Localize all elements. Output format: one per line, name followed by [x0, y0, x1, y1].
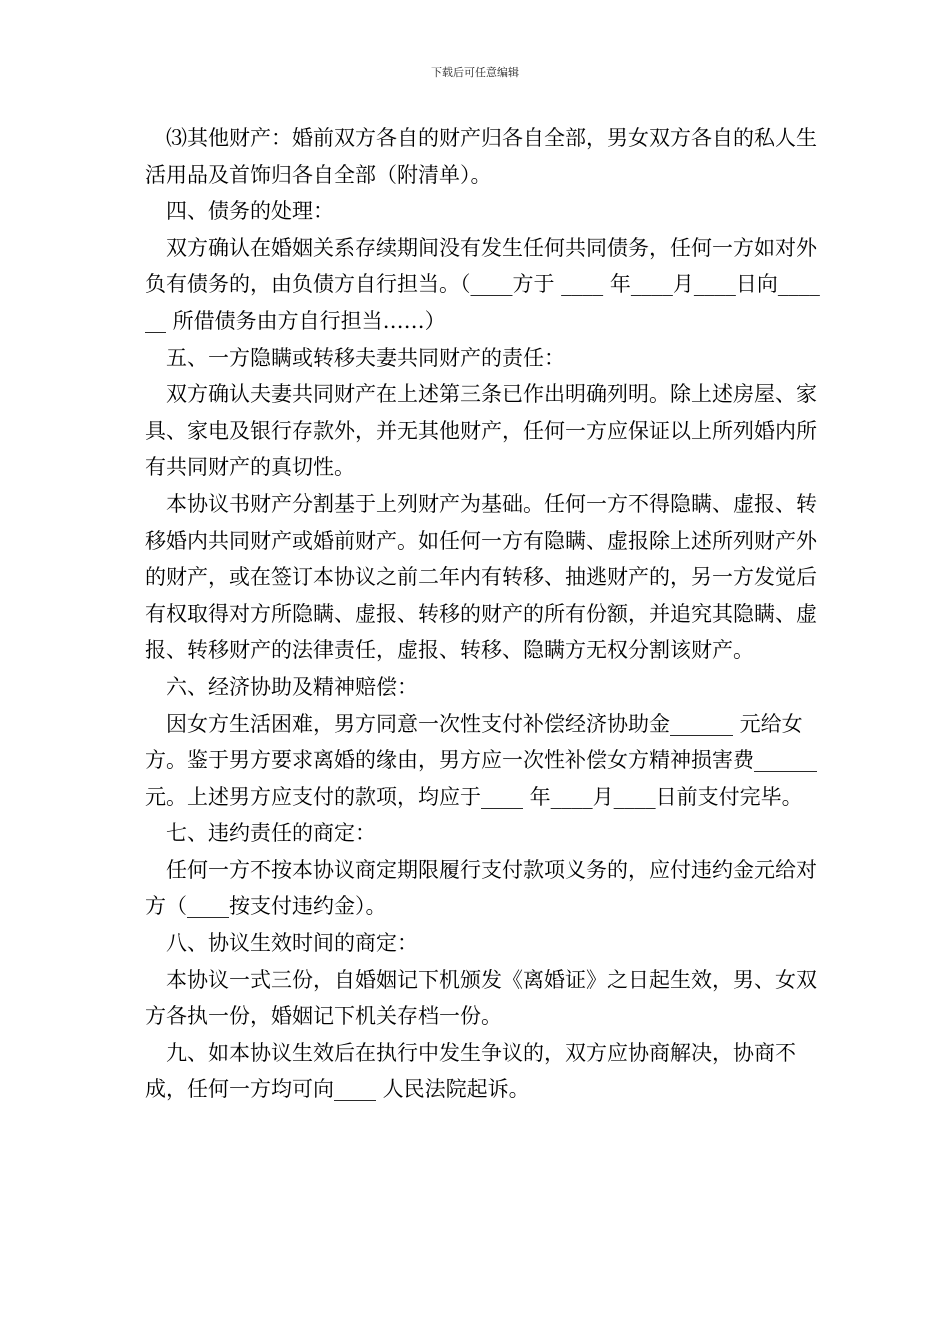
paragraph-concealment-2: 本协议书财产分割基于上列财产为基础。任何一方不得隐瞒、虚报、转移婚内共同财产或婚前财产。如任何一方有隐瞒、虚报除上述所列财产外的财产，或在签订本协议之前二年内有转移、抽逃财产的，另一方发觉后有权取得对方所隐瞒、虚报、转移的财产的所有份额，并追究其隐瞒、虚报、转移财产的法律责任，虚报、转移、隐瞒方无权分割该财产。 — [145, 491, 817, 663]
paragraph-debts: 双方确认在婚姻关系存续期间没有发生任何共同债务，任何一方如对外负有债务的，由负债方自行担当。（____方于 ____ 年____月____日向______ 所借债务由方自行担当……） — [145, 235, 820, 333]
page-header-note: 下载后可任意编辑 — [431, 66, 519, 79]
paragraph-compensation: 因女方生活困难，男方同意一次性支付补偿经济协助金______ 元给女方。鉴于男方要求离婚的缘由，男方应一次性补偿女方精神损害费______ 元。上述男方应支付的款项，均应于____ 年____月____日前支付完毕。 — [145, 711, 817, 809]
section-heading-debts: 四、债务的处理： — [166, 199, 334, 224]
paragraph-effective-time: 本协议一式三份，自婚姻记下机颁发《离婚证》之日起生效，男、女双方各执一份，婚姻记下机关存档一份。 — [145, 967, 817, 1029]
section-heading-compensation: 六、经济协助及精神赔偿： — [166, 674, 418, 699]
section-heading-effective-time: 八、协议生效时间的商定： — [166, 931, 418, 956]
paragraph-other-property: ⑶其他财产：婚前双方各自的财产归各自全部，男女双方各自的私人生活用品及首饰归各自全部（附清单）。 — [145, 126, 817, 187]
section-heading-breach: 七、违约责任的商定： — [166, 821, 376, 846]
paragraph-disputes: 九、如本协议生效后在执行中发生争议的，双方应协商解决，协商不成，任何一方均可向____ 人民法院起诉。 — [145, 1040, 796, 1102]
document-body — [145, 120, 825, 1108]
paragraph-breach: 任何一方不按本协议商定期限履行支付款项义务的，应付违约金元给对方（____按支付违约金）。 — [145, 857, 817, 919]
paragraph-concealment-1: 双方确认夫妻共同财产在上述第三条已作出明确列明。除上述房屋、家具、家电及银行存款外，并无其他财产，任何一方应保证以上所列婚内所有共同财产的真切性。 — [145, 382, 817, 480]
section-heading-concealment: 五、一方隐瞒或转移夫妻共同财产的责任： — [166, 345, 565, 370]
